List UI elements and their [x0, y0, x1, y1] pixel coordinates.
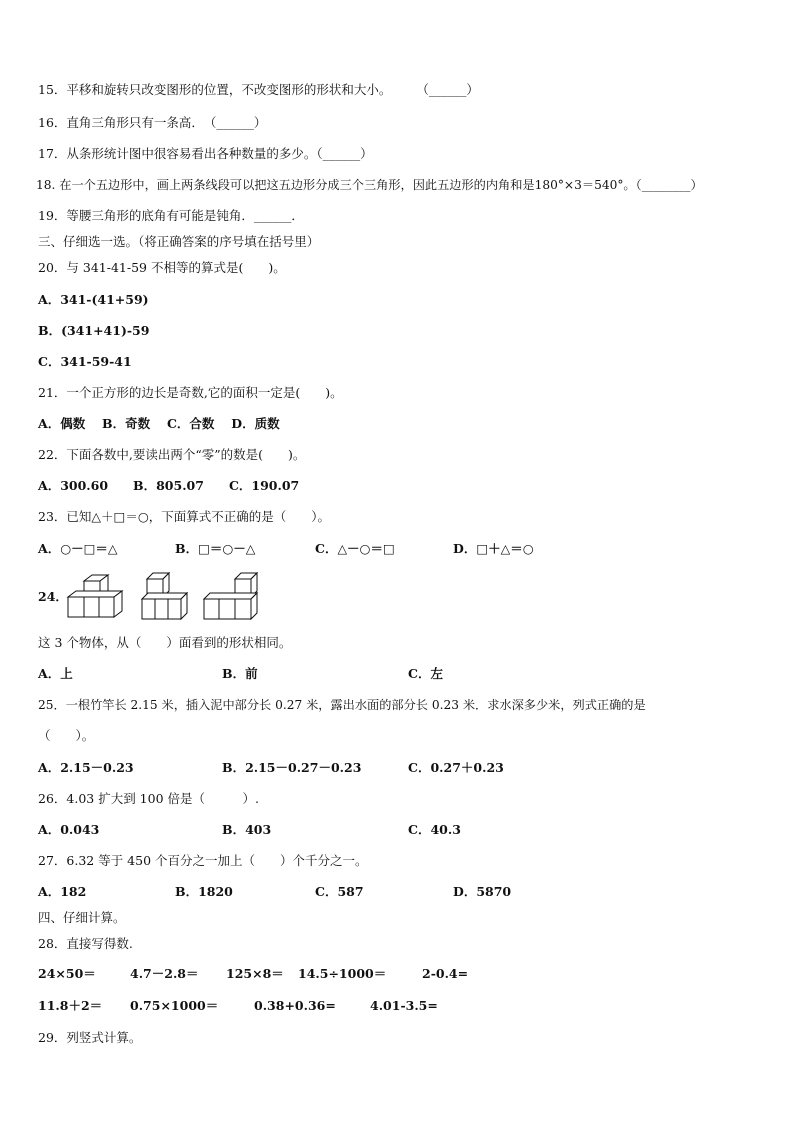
section-4-heading: 四、仔细计算。	[38, 910, 126, 925]
q25-option-b: B．2.15－0.27－0.23	[222, 760, 362, 775]
q28-item: 0.38+0.36=	[254, 998, 336, 1013]
question-16: 16．直角三角形只有一条高． （______）	[38, 115, 267, 130]
question-25: 25．一根竹竿长 2.15 米，插入泥中部分长 0.27 米，露出水面的部分长 0.23 米．求水深多少米，列式正确的是	[38, 698, 646, 712]
question-19: 19．等腰三角形的底角有可能是钝角．______．	[38, 208, 304, 223]
q27-option-b: B．1820	[175, 884, 233, 899]
question-22: 22．下面各数中,要读出两个“零”的数是( )。	[38, 447, 306, 462]
q24-option-c: C．左	[408, 666, 443, 681]
question-24: 这 3 个物体，从（ ）面看到的形状相同。	[38, 635, 292, 650]
q27-option-c: C．587	[315, 884, 364, 899]
q25-option-c: C．0.27＋0.23	[408, 760, 504, 775]
q20-option-b: B．(341+41)-59	[38, 323, 150, 338]
question-15: 15．平移和旋转只改变图形的位置，不改变图形的形状和大小。 （______）	[38, 82, 479, 97]
q21-options: A．偶数 B．奇数 C．合数 D．质数	[38, 416, 280, 431]
question-25-blank: （ ）。	[38, 728, 95, 743]
q28-item: 11.8＋2＝	[38, 998, 103, 1013]
q28-item: 2-0.4=	[422, 966, 469, 981]
question-26: 26．4.03 扩大到 100 倍是（ ）.	[38, 791, 259, 806]
question-23: 23．已知△＋□＝○，下面算式不正确的是（ ）。	[38, 509, 330, 524]
q28-item: 24×50＝	[38, 966, 96, 981]
q28-item: 0.75×1000＝	[130, 998, 219, 1013]
section-3-heading: 三、仔细选一选。（将正确答案的序号填在括号里）	[38, 234, 320, 249]
q23-option-b: B．□＝○－△	[175, 541, 256, 556]
cube-figure-1-icon	[64, 573, 124, 621]
q26-option-c: C．40.3	[408, 822, 461, 837]
q24-option-a: A．上	[38, 666, 73, 681]
question-18: 18. 在一个五边形中，画上两条线段可以把这五边形分成三个三角形，因此五边形的内角和是180°×3＝540°。（________）	[36, 178, 703, 192]
q27-option-d: D．5870	[453, 884, 512, 899]
question-21: 21．一个正方形的边长是奇数,它的面积一定是( )。	[38, 385, 343, 400]
q23-option-c: C．△－○＝□	[315, 541, 395, 556]
q23-option-d: D．□＋△＝○	[453, 541, 534, 556]
question-29: 29．列竖式计算。	[38, 1030, 142, 1045]
q28-item: 14.5÷1000＝	[298, 966, 387, 981]
q20-option-a: A．341-(41+59)	[38, 292, 149, 307]
q24-option-b: B．前	[222, 666, 258, 681]
question-28: 28．直接写得数.	[38, 936, 133, 951]
q26-option-b: B．403	[222, 822, 272, 837]
question-20: 20．与 341-41-59 不相等的算式是( )。	[38, 260, 286, 275]
q27-option-a: A．182	[38, 884, 87, 899]
q25-option-a: A．2.15－0.23	[38, 760, 134, 775]
q28-item: 125×8＝	[226, 966, 284, 981]
q20-option-c: C．341-59-41	[38, 354, 132, 369]
q28-item: 4.01-3.5=	[370, 998, 438, 1013]
q23-option-a: A．○－□＝△	[38, 541, 118, 556]
cube-figure-3-icon	[201, 571, 261, 621]
question-17: 17．从条形统计图中很容易看出各种数量的多少。（______）	[38, 146, 373, 161]
q26-option-a: A．0.043	[38, 822, 100, 837]
cube-figure-2-icon	[139, 571, 189, 621]
q28-item: 4.7－2.8＝	[130, 966, 199, 981]
question-27: 27．6.32 等于 450 个百分之一加上（ ）个千分之一。	[38, 853, 368, 868]
q22-options: A．300.60 B．805.07 C．190.07	[38, 478, 300, 493]
question-24-number: 24．	[38, 589, 68, 604]
